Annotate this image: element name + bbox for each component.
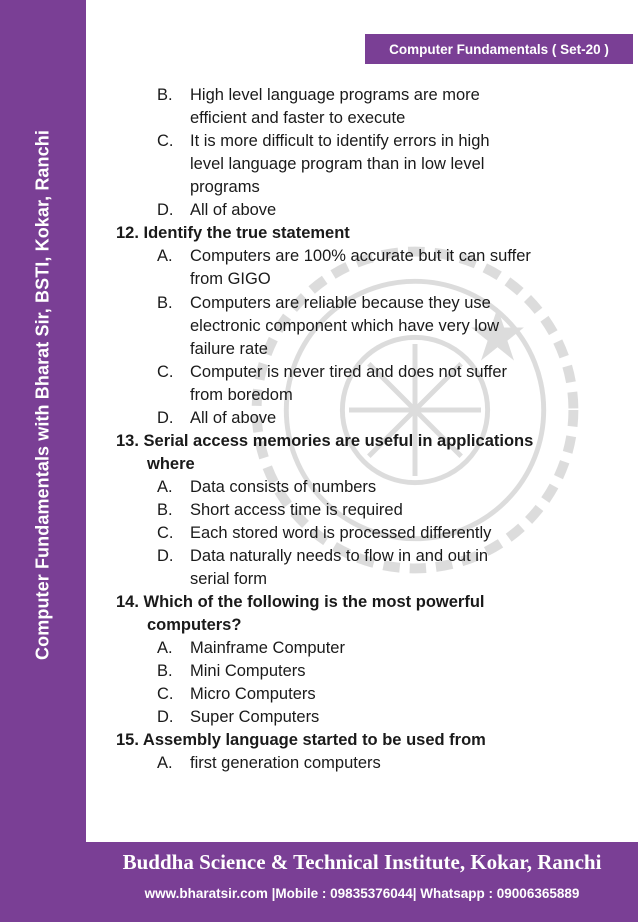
q13-option-d-line-1: Data naturally needs to flow in and out in [190,547,489,565]
q11-option-c-line-1: It is more difficult to identify errors in high [190,132,490,150]
q12-option-a-line-2: from GIGO [190,270,271,288]
q14-option-b-line-1: Mini Computers [190,662,306,680]
q11-option-c-line-2: level language program than in low level [190,155,485,173]
q14-option-c-letter: C. [157,685,174,703]
q14-option-d-letter: D. [157,708,174,726]
q14-option-a-letter: A. [157,639,173,657]
q12-option-b-line-1: Computers are reliable because they use [190,294,491,312]
q12-option-c-letter: C. [157,363,174,381]
q12-option-c-line-2: from boredom [190,386,293,404]
q14-option-d-line-1: Super Computers [190,708,320,726]
q12-option-b-line-3: failure rate [190,340,268,358]
q13-option-a-letter: A. [157,478,173,496]
q15-question: 15. Assembly language started to be used from [116,731,486,749]
q11-option-b-line-1: High level language programs are more [190,86,480,104]
q11-option-d-line-1: All of above [190,201,277,219]
q12-question: 12. Identify the true statement [116,224,350,242]
q12-option-d-line-1: All of above [190,409,277,427]
q11-option-c-line-3: programs [190,178,260,196]
q14-option-a-line-1: Mainframe Computer [190,639,345,657]
q11-option-c-letter: C. [157,132,174,150]
q12-option-b-letter: B. [157,294,173,312]
q11-option-b-line-2: efficient and faster to execute [190,109,406,127]
contact-info: www.bharatsir.com |Mobile : 09835376044| Whatsapp : 09006365889 [144,886,580,901]
q12-option-b-line-2: electronic component which have very low [190,317,500,335]
q12-option-d-letter: D. [157,409,174,427]
q12-option-c-line-1: Computer is never tired and does not suffer [190,363,508,381]
footer [86,842,638,922]
q13-option-d-letter: D. [157,547,174,565]
q12-option-a-letter: A. [157,247,173,265]
sidebar-title: Computer Fundamentals with Bharat Sir, BSTI, Kokar, Ranchi [32,130,53,660]
q15-option-a-letter: A. [157,754,173,772]
q12-option-a-line-1: Computers are 100% accurate but it can suffer [190,247,531,265]
q13-option-c-letter: C. [157,524,174,542]
q13-option-a-line-1: Data consists of numbers [190,478,377,496]
q13-question-line-2: where [147,455,195,473]
q14-question-line-1: 14. Which of the following is the most powerful [116,593,485,611]
q11-option-d-letter: D. [157,201,174,219]
q13-option-b-line-1: Short access time is required [190,501,403,519]
q13-question-line-1: 13. Serial access memories are useful in applications [116,432,534,450]
q15-option-a-line-1: first generation computers [190,754,381,772]
q13-option-b-letter: B. [157,501,173,519]
q11-option-b-letter: B. [157,86,173,104]
q13-option-d-line-2: serial form [190,570,268,588]
set-title-badge: Computer Fundamentals ( Set-20 ) [365,34,633,64]
institute-name: Buddha Science & Technical Institute, Kokar, Ranchi [122,850,602,874]
q13-option-c-line-1: Each stored word is processed differently [190,524,492,542]
q14-option-c-line-1: Micro Computers [190,685,316,703]
q14-option-b-letter: B. [157,662,173,680]
q14-question-line-2: computers? [147,616,242,634]
